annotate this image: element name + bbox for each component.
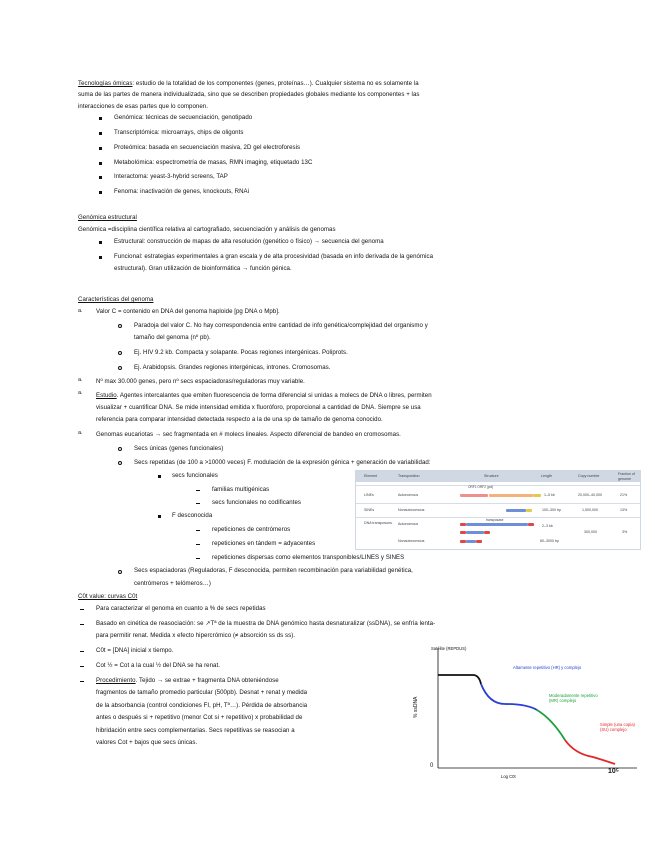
bullet-square-icon xyxy=(99,241,102,244)
table-cell: 80–3000 bp xyxy=(540,539,559,543)
transposable-elements-table xyxy=(355,470,641,550)
single-copy-curve xyxy=(565,740,615,764)
bullet-letter-icon: a. xyxy=(78,308,83,314)
eukaryotic-genomes-item: Genomas eucariotas → sec fragmentada en # molecs lineales. Aspecto diferencial de bandeo en cromosomas. xyxy=(96,431,401,438)
procedure-text: antes o después si + repetitivo (menor Cot si + repetitivo) x probabilidad de xyxy=(96,714,303,721)
sine-bar xyxy=(506,509,526,512)
omics-item: Fenoma: inactivación de genes, knockouts, RNAi xyxy=(114,188,250,195)
table-cell: 1,500,000 xyxy=(582,508,598,512)
table-cell: Nonautonomous xyxy=(398,508,425,512)
bullet-dash-icon xyxy=(196,544,200,545)
orf2-bar xyxy=(489,494,533,497)
transposase-bar xyxy=(466,523,528,526)
table-header-cell: Structure xyxy=(484,474,499,478)
omics-intro-text: : estudio de la totalidad de los componentes (genes, proteínas…). Cualquier sistema no es solamente la xyxy=(132,80,419,87)
bullet-dash-icon xyxy=(80,681,84,682)
tir-bar xyxy=(528,523,534,526)
table-cell: 2–3 kb xyxy=(542,524,553,528)
dispersed-repeats: repeticiones dispersas como elementos transponibles/LINES y SINES xyxy=(212,554,405,561)
table-cell: 1–5 kb xyxy=(544,493,555,497)
tir-bar xyxy=(484,531,490,534)
table-cell: 13% xyxy=(620,508,628,512)
procedure-text: de la absorbancia (control condiciones FI, pH, Tª…). Pérdida de absorbancia xyxy=(96,702,308,709)
satellite-curve xyxy=(438,675,481,684)
unknown-function: F desconocida xyxy=(172,512,213,519)
bullet-square-icon xyxy=(99,191,102,194)
cot-item: C0t = [DNA] inicial x tiempo. xyxy=(96,647,174,654)
section-heading-structural: Genómica estructural xyxy=(78,214,137,221)
table-cell: Nonautonomous xyxy=(398,539,425,543)
section-heading-genome: Características del genoma xyxy=(78,296,154,303)
bullet-square-icon xyxy=(99,176,102,179)
y-axis-label: % ssDNA xyxy=(413,696,419,718)
bullet-square-icon xyxy=(99,256,102,259)
moderately-repetitive-curve xyxy=(537,710,565,740)
bullet-circle-icon xyxy=(118,570,122,574)
bullet-circle-icon xyxy=(118,447,122,451)
noncoding-secs: secs funcionales no codificantes xyxy=(212,499,301,506)
cot-item: Para caracterizar el genoma en cuanto a % de secs repetidas xyxy=(96,605,266,612)
omics-item: Proteómica: basada en secuenciación masiva, 2D gel electroforesis xyxy=(114,144,301,151)
procedure-item xyxy=(96,677,279,685)
section-heading-omics: Tecnologías ómicas xyxy=(78,80,133,87)
table-cell: 300,000 xyxy=(584,530,597,534)
x-max-label: 10⁵ xyxy=(608,768,620,775)
polya-bar xyxy=(526,509,532,512)
highly-repetitive-label: Altamente repetitivo (HR) y complejo xyxy=(513,665,582,670)
table-cell: ORF1 ORF2 (pol) xyxy=(468,485,494,489)
omics-item: Interactoma: yeast-3-hybrid screens, TAP xyxy=(114,173,228,180)
bullet-dash-icon xyxy=(196,490,200,491)
x-axis-label: Log C0t xyxy=(501,774,516,779)
study-text: . Agentes intercalantes que emiten fluorescencia de forma diferencial si unidas a molecs de DNA o libres, permiten xyxy=(116,392,432,399)
bullet-circle-icon xyxy=(118,324,122,328)
spacer-secs-cont: centrómeros + telómeros…) xyxy=(134,580,211,587)
table-header-cell: Length xyxy=(541,474,552,478)
c-value-item: Valor C = contenido en DNA del genoma haploide [pg DNA o Mpb]. xyxy=(96,308,280,315)
example-hiv: Ej. HIV 9.2 kb. Compacta y solapante. Pocas regiones intergénicas. Poliprots. xyxy=(134,349,348,356)
omics-paragraph-line1 xyxy=(78,80,419,88)
procedure-label: Procedimiento xyxy=(96,677,136,684)
table-header-cell: Copy number xyxy=(578,474,600,478)
bullet-circle-icon xyxy=(118,366,122,370)
c-paradox-text-cont: tamaño del genoma (nº pb). xyxy=(134,334,211,341)
structural-item: Estructural: construcción de mapas de alta resolución (genético o físico) → secuencia del genoma xyxy=(114,238,384,245)
centromere-repeats: repeticiones de centrómeros xyxy=(212,526,291,533)
study-text-line3: referencia para comparar intensidad detectada respecto a la de una sp de tamaño de genoma conocido. xyxy=(96,416,383,423)
cot-item: Cot ½ = Cot a la cual ½ del DNA se ha renat. xyxy=(96,662,220,669)
spacer-secs: Secs espaciadoras (Reguladoras, F desconocida, permiten recombinación para variabilidad genética, xyxy=(134,567,413,574)
bullet-dash-icon xyxy=(196,530,200,531)
bullet-dash-icon xyxy=(80,651,84,652)
bullet-circle-icon xyxy=(118,351,122,355)
study-item xyxy=(96,392,432,400)
y-origin-label: 0 xyxy=(430,763,434,769)
table-header-cell: Element xyxy=(364,474,378,478)
procedure-text: . Tejido → se extrae + fragmenta DNA obteniéndose xyxy=(135,677,279,684)
section-heading-cot: C0t value: curvas C0t xyxy=(78,593,138,600)
tandem-repeats: repeticiones en tándem = adyacentes xyxy=(212,540,316,547)
nonauto-bar xyxy=(466,531,484,534)
table-header-cell: Fraction of genome xyxy=(618,472,635,481)
bullet-letter-icon: a. xyxy=(78,430,83,436)
procedure-text: hibridación entre secs complementarias. Secs repetitivas se reasocian a xyxy=(96,727,295,734)
bullet-square-icon xyxy=(99,117,102,120)
cot-curve-figure xyxy=(413,644,639,782)
table-cell: SINEs xyxy=(364,508,375,512)
max-genes-item: Nº max 30.000 genes, pero nº secs espaciadoras/reguladoras muy variable. xyxy=(96,378,305,385)
genomics-definition: Genómica =disciplina científica relativa al cartografiado, secuenciación y análisis de genomas xyxy=(78,226,336,233)
table-cell: Autonomous xyxy=(398,493,419,497)
polya-bar xyxy=(533,494,541,497)
multigene-families: familias multigénicas xyxy=(212,486,270,493)
cot-item-cont: para permitir renat. Medida x efecto hipercrómico (≠ absorción ss ds ss). xyxy=(96,632,296,639)
functional-secs: secs funcionales xyxy=(172,472,218,479)
omics-paragraph-line3: interacciones de esas partes que lo componen. xyxy=(78,103,208,110)
bullet-dash-icon xyxy=(196,558,200,559)
tir-bar xyxy=(476,540,482,543)
omics-paragraph-line2: suma de las partes de manera individualizada, sino que se describen propiedades globales mediante los componentes + las xyxy=(78,91,420,98)
bullet-square-icon xyxy=(99,132,102,135)
table-cell: Autonomous xyxy=(398,522,419,526)
nonauto-bar xyxy=(466,540,476,543)
orf1-bar xyxy=(460,494,488,497)
bullet-circle-icon xyxy=(118,461,122,465)
omics-item: Metabolómica: espectrometría de masas, RMN imaging, etiquetado 13C xyxy=(114,159,313,166)
bullet-square-icon xyxy=(158,515,161,518)
moderately-repetitive-label: Moderadamente repetitivo (MR) complejo xyxy=(549,693,598,703)
table-cell: DNA transposons xyxy=(364,521,392,525)
bullet-letter-icon: a. xyxy=(78,390,83,396)
table-cell: 20,000–40,000 xyxy=(578,493,602,497)
bullet-square-icon xyxy=(99,147,102,150)
procedure-text: fragmentos de tamaño promedio particular (500pb). Desnat + renat y medida xyxy=(96,689,308,696)
table-cell: transposase xyxy=(486,518,504,522)
bullet-square-icon xyxy=(99,162,102,165)
bullet-dash-icon xyxy=(80,666,84,667)
table-header-cell: Transposition xyxy=(398,474,420,478)
table-cell: 21% xyxy=(620,493,628,497)
cot-item: Basado en cinética de reasociación: se ↗Tª de la muestra de DNA genómico hasta desnaturalizar (ssDNA), se enfría lenta- xyxy=(96,620,436,627)
bullet-dash-icon xyxy=(80,624,84,625)
c-paradox-text: Paradoja del valor C. No hay correspondencia entre cantidad de info genética/complejidad del organismo y xyxy=(134,322,428,329)
functional-item-cont: estructural). Gran utilización de bioinformática → función génica. xyxy=(114,265,292,272)
omics-item: Genómica: técnicas de secuenciación, genotipado xyxy=(114,114,253,121)
satellite-label: Satélite (REPDUS) xyxy=(431,646,467,651)
unique-secs: Secs únicas (genes funcionales) xyxy=(134,445,224,452)
table-cell: LINEs xyxy=(364,493,374,497)
repeated-secs: Secs repetidas (de 100 a >10000 veces) F. modulación de la expresión génica + generación de variabilidad: xyxy=(134,459,431,466)
table-cell: 3% xyxy=(622,530,628,534)
bullet-dash-icon xyxy=(196,503,200,504)
functional-item: Funcional: estrategias experimentales a gran escala y de alta procesividad (basada en info derivada de la genómica xyxy=(114,253,434,260)
highly-repetitive-curve xyxy=(481,684,537,710)
bullet-dash-icon xyxy=(80,609,84,610)
bullet-letter-icon: a. xyxy=(78,377,83,383)
example-arabidopsis: Ej. Arabidopsis. Grandes regiones intergénicas, intrones. Cromosomas. xyxy=(134,364,331,371)
study-text-line2: visualizar + cuantificar DNA. Se mide intensidad emitida x fluoróforo, proporcional a cantidad de DNA. Siempre se usa xyxy=(96,404,421,411)
single-copy-label: Simple (una copia) (SU) complejo xyxy=(600,722,635,732)
table-cell: 100–300 bp xyxy=(542,508,561,512)
omics-item: Transcriptómica: microarrays, chips de oligonts xyxy=(114,129,244,136)
procedure-text: valores Cot + bajos que secs únicas. xyxy=(96,739,198,746)
bullet-square-icon xyxy=(158,475,161,478)
study-label: Estudio xyxy=(96,392,117,399)
